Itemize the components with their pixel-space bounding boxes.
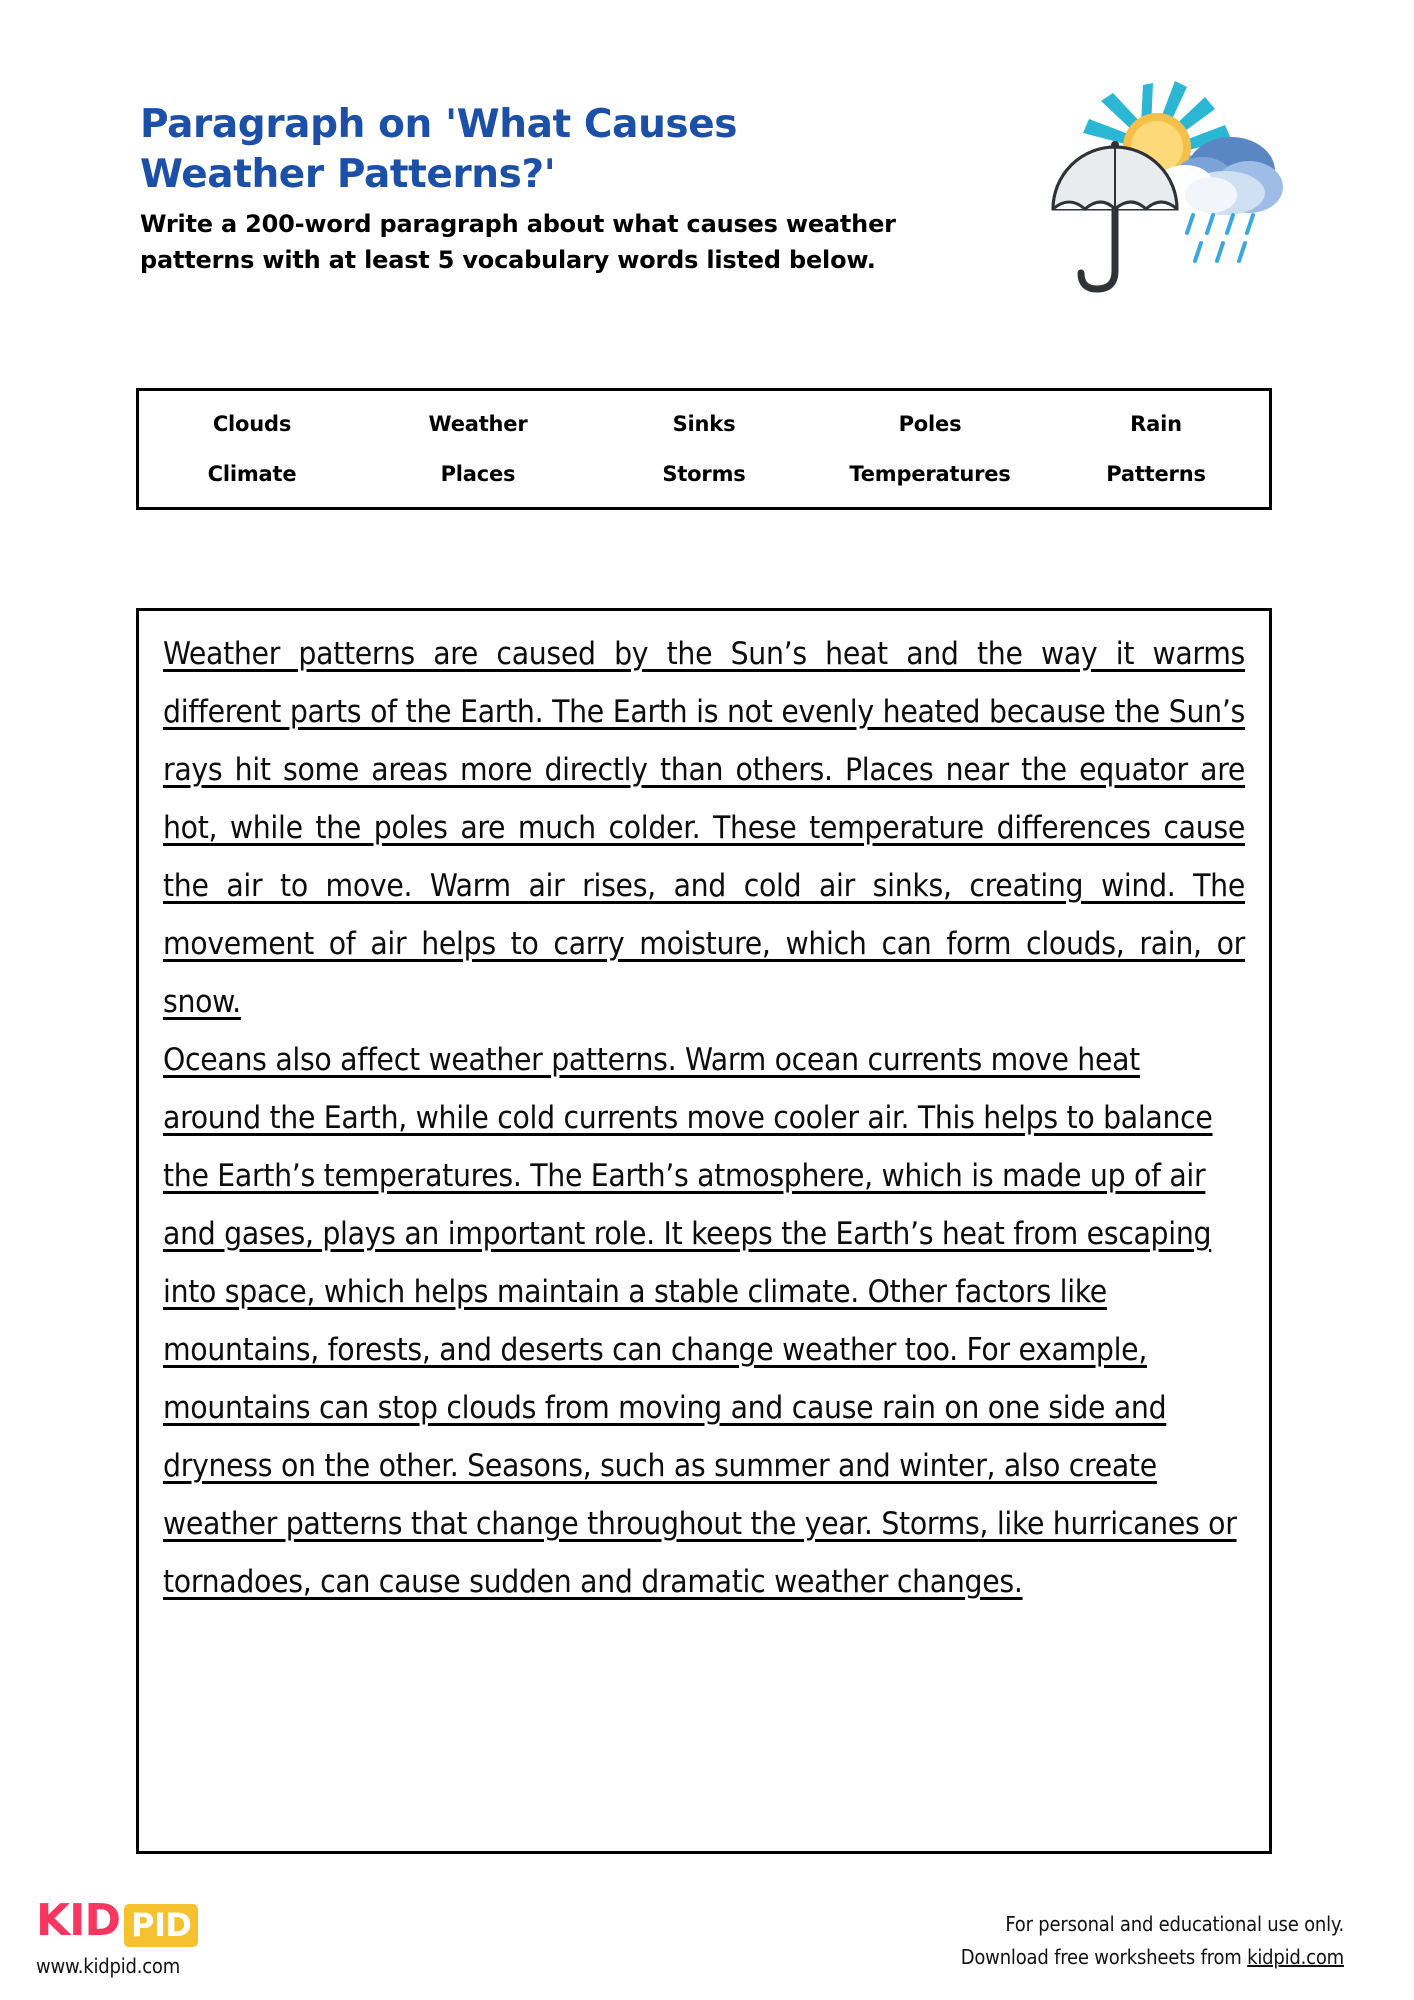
vocabulary-word: Rain bbox=[1130, 412, 1182, 436]
logo-mark bbox=[36, 1895, 276, 1948]
footer-note-line-1: For personal and educational use only. bbox=[1005, 1912, 1344, 1936]
footer-note-prefix: Download free worksheets from bbox=[960, 1945, 1248, 1969]
kidpid-link[interactable]: kidpid.com bbox=[1247, 1945, 1344, 1969]
answer-area[interactable] bbox=[136, 608, 1272, 1854]
vocabulary-word: Patterns bbox=[1106, 462, 1206, 486]
page-title: Paragraph on 'What Causes Weather Patterns?' bbox=[140, 102, 738, 197]
vocabulary-word: Poles bbox=[898, 412, 962, 436]
vocabulary-word: Sinks bbox=[672, 412, 736, 436]
vocabulary-word: Clouds bbox=[212, 412, 292, 436]
vocabulary-word: Weather bbox=[428, 412, 528, 436]
answer-paragraph-2: Oceans also affect weather patterns. Warm ocean currents move heat around the Earth, while cold currents move cooler air. This helps to balance the Earth’s temperatures. The Earth’s atmosphere, which is made up of air and gases, plays an important role. It keeps the Earth’s heat from escaping into space, which helps maintain a stable climate. Other factors like mountains, forests, and deserts can change weather too. For example, mountains can stop clouds from moving and cause rain on one side and dryness on the other. Seasons, such as summer and winter, also create weather patterns that change throughout the year. Storms, like hurricanes or tornadoes, can cause sudden and dramatic weather changes. bbox=[163, 1042, 1237, 1600]
footer-note bbox=[961, 1908, 1344, 1974]
sun-cloud-rain-umbrella-icon bbox=[1035, 75, 1295, 305]
vocabulary-word-bank bbox=[136, 388, 1272, 510]
logo-pid-text: PID bbox=[124, 1904, 198, 1947]
logo-website-url: www.kidpid.com bbox=[36, 1954, 181, 1978]
vocabulary-word: Storms bbox=[662, 462, 746, 486]
vocabulary-word: Temperatures bbox=[849, 462, 1011, 486]
kidpid-logo[interactable] bbox=[36, 1895, 276, 1978]
vocabulary-row-2 bbox=[139, 449, 1269, 499]
logo-kid-text: KID bbox=[36, 1895, 120, 1946]
vocabulary-row-1 bbox=[139, 399, 1269, 449]
instruction-text: Write a 200-word paragraph about what causes weather patterns with at least 5 vocabulary words listed below. bbox=[140, 210, 896, 274]
footer-note-line-2 bbox=[961, 1941, 1344, 1974]
vocabulary-word: Places bbox=[440, 462, 516, 486]
worksheet-header bbox=[140, 100, 1040, 278]
vocabulary-word: Climate bbox=[207, 462, 297, 486]
answer-paragraph-1: Weather patterns are caused by the Sun’s heat and the way it warms different parts of the Earth. The Earth is not evenly heated because the Sun’s rays hit some areas more directly than others. Places near the equator are hot, while the poles are much colder. These temperature differences cause the air to move. Warm air rises, and cold air sinks, creating wind. The movement of air helps to carry moisture, which can form clouds, rain, or snow. bbox=[163, 636, 1245, 1020]
